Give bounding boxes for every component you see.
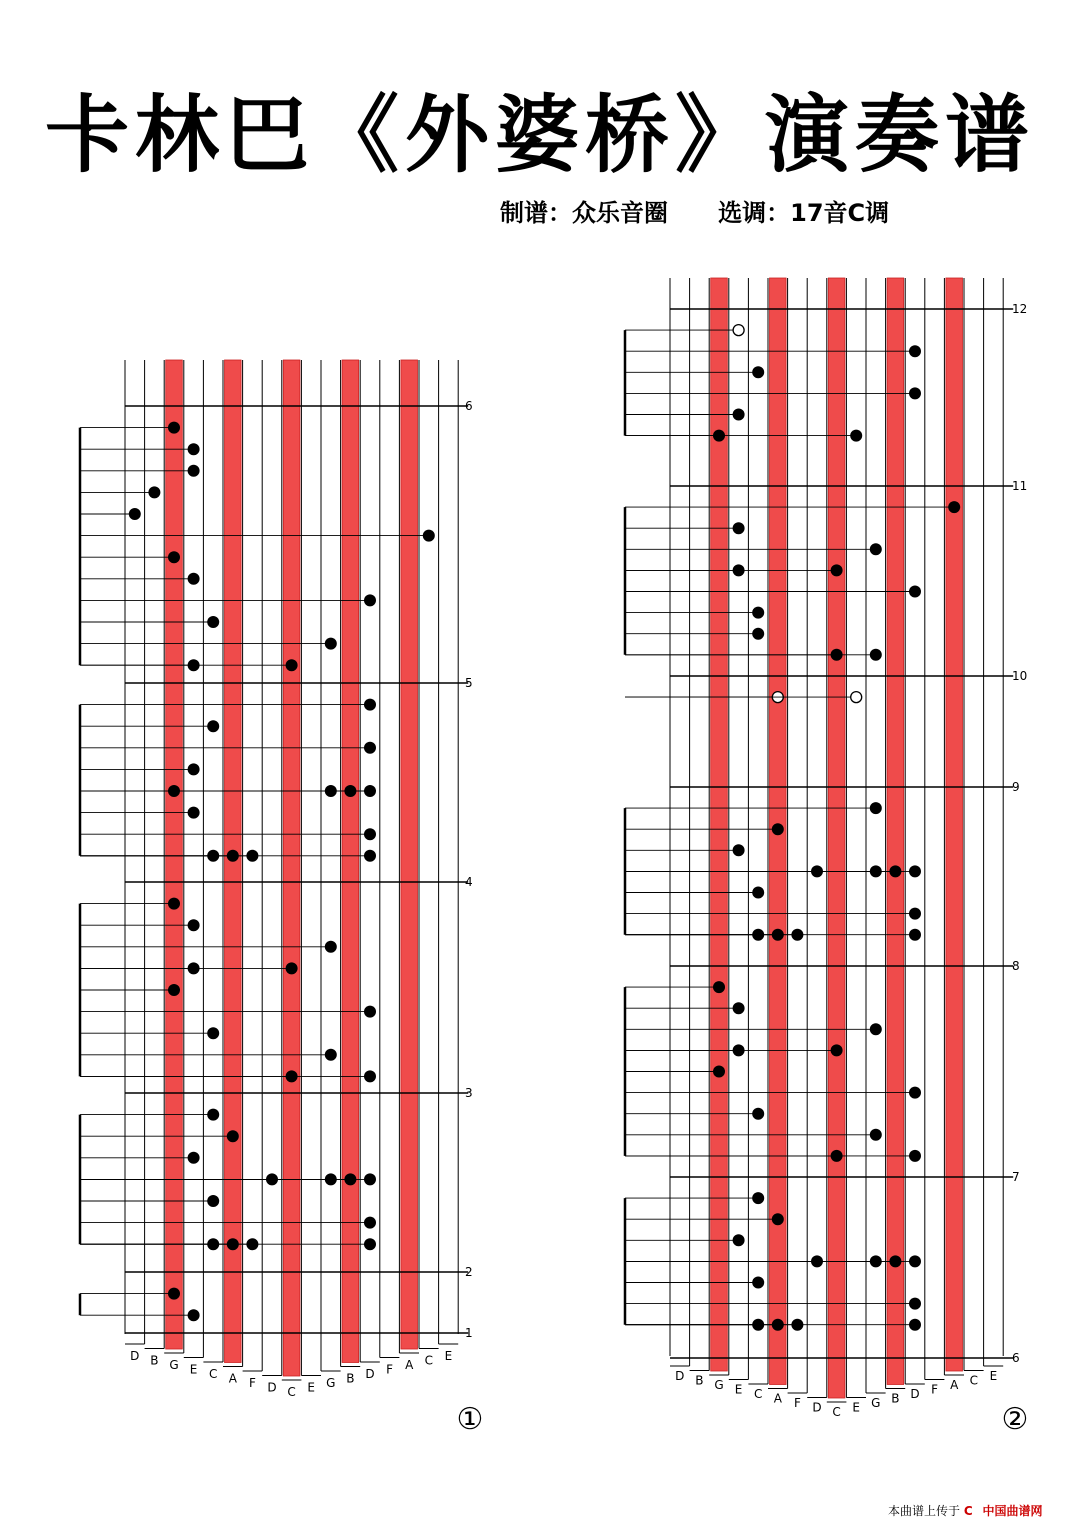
note-dot	[207, 616, 219, 628]
note-dot	[870, 543, 882, 555]
measure-number: 7	[1012, 1170, 1020, 1184]
key-label: C	[424, 1353, 433, 1368]
key-label: E	[444, 1349, 453, 1363]
key-label: G	[714, 1378, 724, 1392]
note-dot	[364, 828, 376, 840]
note-dot	[909, 1319, 921, 1331]
key-label: D	[267, 1380, 277, 1395]
note-dot	[325, 941, 337, 953]
note-dot	[364, 1070, 376, 1082]
note-dot	[752, 366, 764, 378]
note-dot	[752, 607, 764, 619]
note-dot	[364, 742, 376, 754]
note-dot	[752, 628, 764, 640]
key-label: C	[209, 1367, 218, 1381]
measure-number: 4	[465, 875, 473, 889]
measure-number: 11	[1012, 479, 1028, 493]
key-label: E	[989, 1369, 998, 1383]
note-dot	[325, 638, 337, 650]
note-dot	[831, 564, 843, 576]
note-dot	[188, 443, 200, 455]
note-dot	[188, 1152, 200, 1164]
note-dot	[772, 823, 784, 835]
note-dot	[733, 522, 745, 534]
key-label: C	[287, 1385, 296, 1399]
note-dot	[364, 1238, 376, 1250]
measure-number: 12	[1012, 302, 1028, 316]
note-dot	[909, 1087, 921, 1099]
note-dot	[733, 409, 745, 421]
key-label: B	[891, 1391, 900, 1406]
key-label: G	[871, 1396, 881, 1410]
arranger-and-key-info: 制谱：众乐音圈 选调：17音C调	[500, 199, 890, 227]
note-dot	[948, 501, 960, 513]
note-dot	[752, 1277, 764, 1289]
measure-number: 6	[465, 399, 473, 413]
key-label: B	[150, 1353, 159, 1368]
note-dot	[752, 1108, 764, 1120]
note-dot	[364, 594, 376, 606]
page-number: ①	[456, 1402, 484, 1437]
note-dot	[188, 763, 200, 775]
key-label: B	[346, 1371, 355, 1386]
note-dot	[870, 802, 882, 814]
key-label: C	[832, 1405, 841, 1419]
key-label: G	[326, 1376, 336, 1390]
note-dot	[207, 1027, 219, 1039]
page-title: 卡林巴《外婆桥》演奏谱	[44, 86, 1035, 184]
key-label: C	[754, 1387, 763, 1401]
key-label: F	[793, 1396, 801, 1410]
note-dot	[733, 844, 745, 856]
note-dot	[168, 984, 180, 996]
note-dot	[909, 865, 921, 877]
note-dot	[168, 422, 180, 434]
note-dot	[129, 508, 141, 520]
key-label: E	[734, 1382, 743, 1397]
red-tine-column	[401, 360, 418, 1349]
key-label: A	[228, 1371, 237, 1386]
note-dot	[870, 1023, 882, 1035]
measure-number: 5	[465, 676, 473, 690]
measure-number: 1	[465, 1326, 473, 1340]
note-dot	[364, 785, 376, 797]
note-dot	[207, 720, 219, 732]
note-dot	[772, 1213, 784, 1225]
note-dot	[188, 573, 200, 585]
key-label: G	[169, 1358, 179, 1372]
note-dot	[168, 1288, 180, 1300]
note-dot	[364, 1006, 376, 1018]
measure-number: 10	[1012, 669, 1028, 683]
note-dot	[168, 898, 180, 910]
note-dot	[909, 1255, 921, 1267]
red-tine-column	[283, 360, 300, 1376]
note-dot	[733, 1234, 745, 1246]
tab-panel-1	[80, 360, 483, 1437]
note-dot	[188, 919, 200, 931]
site-logo-icon: C	[963, 1504, 973, 1518]
note-dot	[207, 1195, 219, 1207]
note-dot	[831, 1044, 843, 1056]
key-label: D	[365, 1367, 375, 1381]
red-tine-column	[887, 278, 904, 1385]
key-label: A	[405, 1358, 414, 1372]
key-label: B	[695, 1373, 704, 1388]
note-dot	[188, 1309, 200, 1321]
key-label: D	[675, 1369, 685, 1383]
note-dot	[909, 586, 921, 598]
measure-number: 2	[465, 1265, 473, 1279]
note-dot	[148, 486, 160, 498]
key-label: E	[852, 1400, 860, 1415]
red-tine-column	[342, 360, 359, 1363]
key-label: A	[950, 1378, 959, 1392]
note-dot	[909, 908, 921, 920]
note-dot	[325, 1049, 337, 1061]
key-label: A	[773, 1391, 782, 1406]
key-label: F	[386, 1362, 394, 1377]
measure-number: 6	[1012, 1351, 1020, 1365]
key-label: D	[910, 1387, 920, 1401]
note-dot	[909, 1298, 921, 1310]
note-dot	[713, 1066, 725, 1078]
key-label: D	[812, 1400, 822, 1415]
note-dot	[423, 530, 435, 542]
measure-number: 9	[1012, 780, 1020, 794]
red-tine-column	[946, 278, 963, 1371]
key-label: C	[969, 1373, 978, 1388]
half-note	[733, 325, 744, 336]
key-label: E	[189, 1362, 198, 1377]
note-dot	[286, 659, 298, 671]
note-dot	[870, 1129, 882, 1141]
note-dot	[227, 1130, 239, 1142]
page-number: ②	[1001, 1402, 1029, 1437]
red-tine-column	[828, 278, 845, 1398]
note-dot	[207, 1109, 219, 1121]
note-dot	[168, 551, 180, 563]
note-dot	[909, 1150, 921, 1162]
key-label: E	[307, 1380, 315, 1395]
footer-prefix: 本曲谱上传于	[888, 1504, 961, 1518]
note-dot	[733, 1002, 745, 1014]
tab-panel-2	[625, 278, 1028, 1437]
note-dot	[870, 649, 882, 661]
key-label: F	[931, 1382, 939, 1397]
note-dot	[850, 430, 862, 442]
note-dot	[188, 465, 200, 477]
note-dot	[286, 962, 298, 974]
key-label: F	[248, 1376, 256, 1390]
note-dot	[188, 807, 200, 819]
measure-number: 3	[465, 1086, 473, 1100]
note-dot	[752, 1192, 764, 1204]
footer-credit	[888, 1502, 1043, 1519]
note-dot	[909, 345, 921, 357]
measure-number: 8	[1012, 959, 1020, 973]
note-dot	[909, 929, 921, 941]
half-note	[851, 692, 862, 703]
footer-site-name: 中国曲谱网	[982, 1504, 1043, 1518]
key-label: D	[130, 1349, 140, 1363]
red-tine-column	[711, 278, 728, 1371]
note-dot	[364, 699, 376, 711]
note-dot	[364, 850, 376, 862]
note-dot	[909, 387, 921, 399]
note-dot	[713, 981, 725, 993]
note-dot	[364, 1173, 376, 1185]
note-dot	[752, 887, 764, 899]
note-dot	[364, 1217, 376, 1229]
